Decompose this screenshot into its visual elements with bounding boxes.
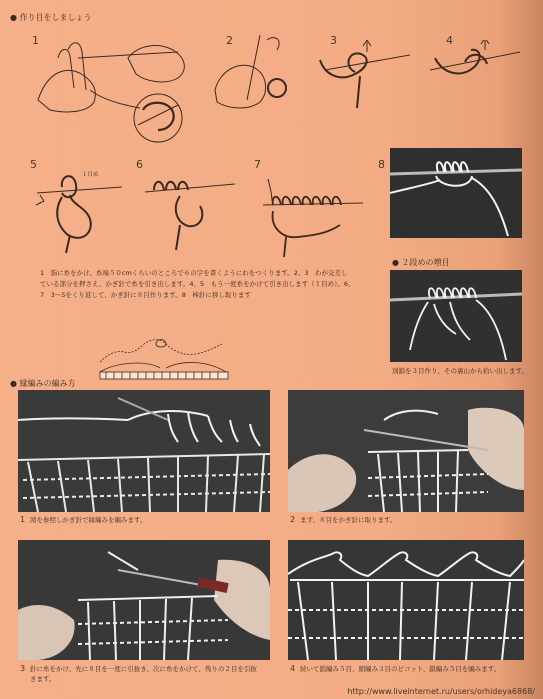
- photo-step-8: [390, 148, 522, 238]
- section-heading-increase: ● ２段めの増目: [392, 257, 450, 268]
- description-line-2: ている部分を押さえ、かぎ針で糸を引き出します。4、5 もう一度糸をかけて引き出します（１目め）。6、: [40, 280, 355, 288]
- photo-edging-step-1: [18, 390, 270, 512]
- step-number-7: 7: [254, 158, 261, 171]
- cast-on-illustration-step-2: [205, 30, 295, 120]
- section-heading-cast-on: ● 作り目をしましょう: [10, 12, 92, 23]
- photo-caption-4: 続いて鎖編み５目、細編み３目のピコット、鎖編み５目を編みます。: [300, 665, 501, 673]
- photo-increase: [390, 270, 522, 362]
- photo-caption-4-number: 4: [290, 664, 296, 673]
- photo-caption-1-number: 1: [20, 515, 26, 524]
- edging-chart-diagram: [96, 332, 236, 384]
- description-line-1: 1 指に糸をかけ、糸端５０cmくらいのところで６の字を書くようにわをつくります。2、3 わが交差し: [40, 269, 348, 277]
- step-number-2: 2: [226, 34, 233, 47]
- photo-edging-step-4: [288, 540, 524, 660]
- step-number-1: 1: [32, 34, 39, 47]
- cast-on-illustration-step-1: [28, 30, 208, 145]
- photo-caption-3-line-1: 針に糸をかけ、先に８目を一度に引抜き、次に糸をかけて、残りの２目を引抜: [30, 665, 257, 673]
- cast-on-description: [40, 268, 370, 301]
- cast-on-illustration-step-7: [258, 175, 368, 260]
- cast-on-illustration-step-4: [425, 40, 525, 100]
- section-heading-edging: ● 縁編みの編み方: [10, 378, 76, 389]
- step-number-8: 8: [378, 158, 385, 171]
- photo-caption-3-line-2: きます。: [30, 675, 56, 683]
- photo-caption-3-number: 3: [20, 664, 26, 673]
- photo-edging-step-3: [18, 540, 270, 660]
- photo-caption-1: 図を参照しかぎ針で縁編みを編みます。: [30, 516, 147, 524]
- photo-caption-2-number: 2: [290, 515, 296, 524]
- photo-caption-2: まず、８目をかぎ針に取ります。: [300, 516, 397, 524]
- description-line-3: 7 3～5をくり返して、かぎ針に８目作ります。8 棒針に移し取ります: [40, 291, 251, 299]
- step-number-4: 4: [446, 34, 453, 47]
- step-number-3: 3: [330, 34, 337, 47]
- increase-caption: 別鎖を３目作り、その裏山から拾い出します。: [392, 367, 528, 375]
- cast-on-illustration-step-5: [32, 165, 127, 255]
- step-number-6: 6: [136, 158, 143, 171]
- photo-edging-step-2: [288, 390, 524, 512]
- cast-on-illustration-step-3: [305, 40, 415, 110]
- step-number-5: 5: [30, 158, 37, 171]
- cast-on-illustration-step-6: [140, 170, 240, 255]
- watermark-url: http://www.liveinternet.ru/users/orhideya6868/: [347, 687, 535, 696]
- step-5-label: １目め: [82, 172, 99, 178]
